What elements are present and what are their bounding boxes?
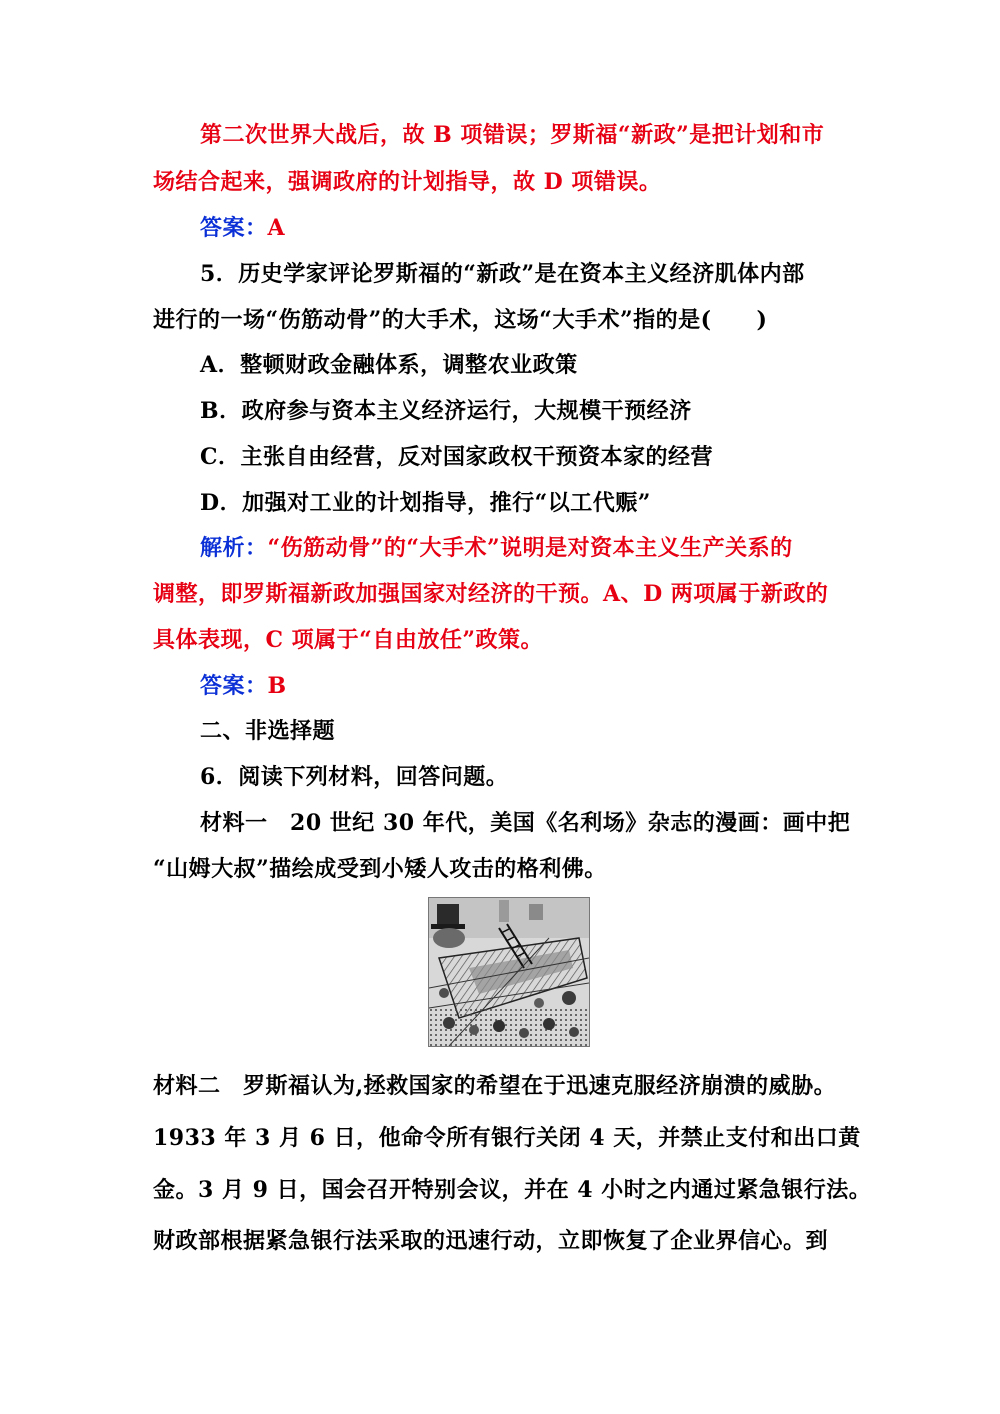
question-6-stem: 6．阅读下列材料，回答问题。 <box>200 764 509 790</box>
question-5-analysis-line-3: 具体表现，C 项属于“自由放任”政策。 <box>153 627 543 653</box>
material-1-line-2: “山姆大叔”描绘成受到小矮人攻击的格利佛。 <box>153 856 607 882</box>
material-2-text-1: 罗斯福认为,拯救国家的希望在于迅速克服经济崩溃的威胁。 <box>220 1073 837 1099</box>
cartoon-illustration <box>429 898 589 1046</box>
option-a: A．整顿财政金融体系，调整农业政策 <box>200 352 578 378</box>
question-5-stem-line-1: 5．历史学家评论罗斯福的“新政”是在资本主义经济肌体内部 <box>200 261 805 287</box>
answer-label: 答案： <box>200 673 268 699</box>
material-1-line-1 <box>200 808 850 838</box>
question-5-answer <box>200 671 287 701</box>
material-1-label: 材料一 <box>200 810 268 836</box>
material-2-line-1 <box>153 1071 836 1101</box>
material-2-line-4: 财政部根据紧急银行法采取的迅速行动，立即恢复了企业界信心。到 <box>153 1228 829 1254</box>
material-2-line-3: 金。3 月 9 日，国会召开特别会议，并在 4 小时之内通过紧急银行法。 <box>153 1177 872 1203</box>
analysis-label: 解析： <box>200 535 268 561</box>
answer-value: B <box>267 673 287 699</box>
material-2-line-2: 1933 年 3 月 6 日，他命令所有银行关闭 4 天，并禁止支付和出口黄 <box>153 1125 861 1151</box>
material-1-text-1: 20 世纪 30 年代，美国《名利场》杂志的漫画：画中把 <box>267 810 851 836</box>
option-c: C．主张自由经营，反对国家政权干预资本家的经营 <box>200 444 714 470</box>
analysis-prev-line-2: 场结合起来，强调政府的计划指导，故 D 项错误。 <box>153 169 662 195</box>
question-5-analysis-line-2: 调整，即罗斯福新政加强国家对经济的干预。A、D 两项属于新政的 <box>153 581 829 607</box>
answer-prev-label: 答案： <box>200 215 268 241</box>
question-5-analysis-line-1 <box>200 533 793 563</box>
answer-prev-value: A <box>267 215 286 241</box>
option-d: D．加强对工业的计划指导，推行“以工代赈” <box>200 490 651 516</box>
section-title: 二、非选择题 <box>200 718 336 744</box>
material-2-label: 材料二 <box>153 1073 221 1099</box>
option-b: B．政府参与资本主义经济运行，大规模干预经济 <box>200 398 692 424</box>
analysis-text-1: “伤筋动骨”的“大手术”说明是对资本主义生产关系的 <box>267 535 793 561</box>
answer-prev <box>200 213 285 243</box>
analysis-prev-line-1: 第二次世界大战后，故 B 项错误；罗斯福“新政”是把计划和市 <box>200 122 825 148</box>
question-5-stem-line-2: 进行的一场“伤筋动骨”的大手术，这场“大手术”指的是( ) <box>153 307 768 333</box>
gulliver-cartoon-image <box>428 897 590 1047</box>
